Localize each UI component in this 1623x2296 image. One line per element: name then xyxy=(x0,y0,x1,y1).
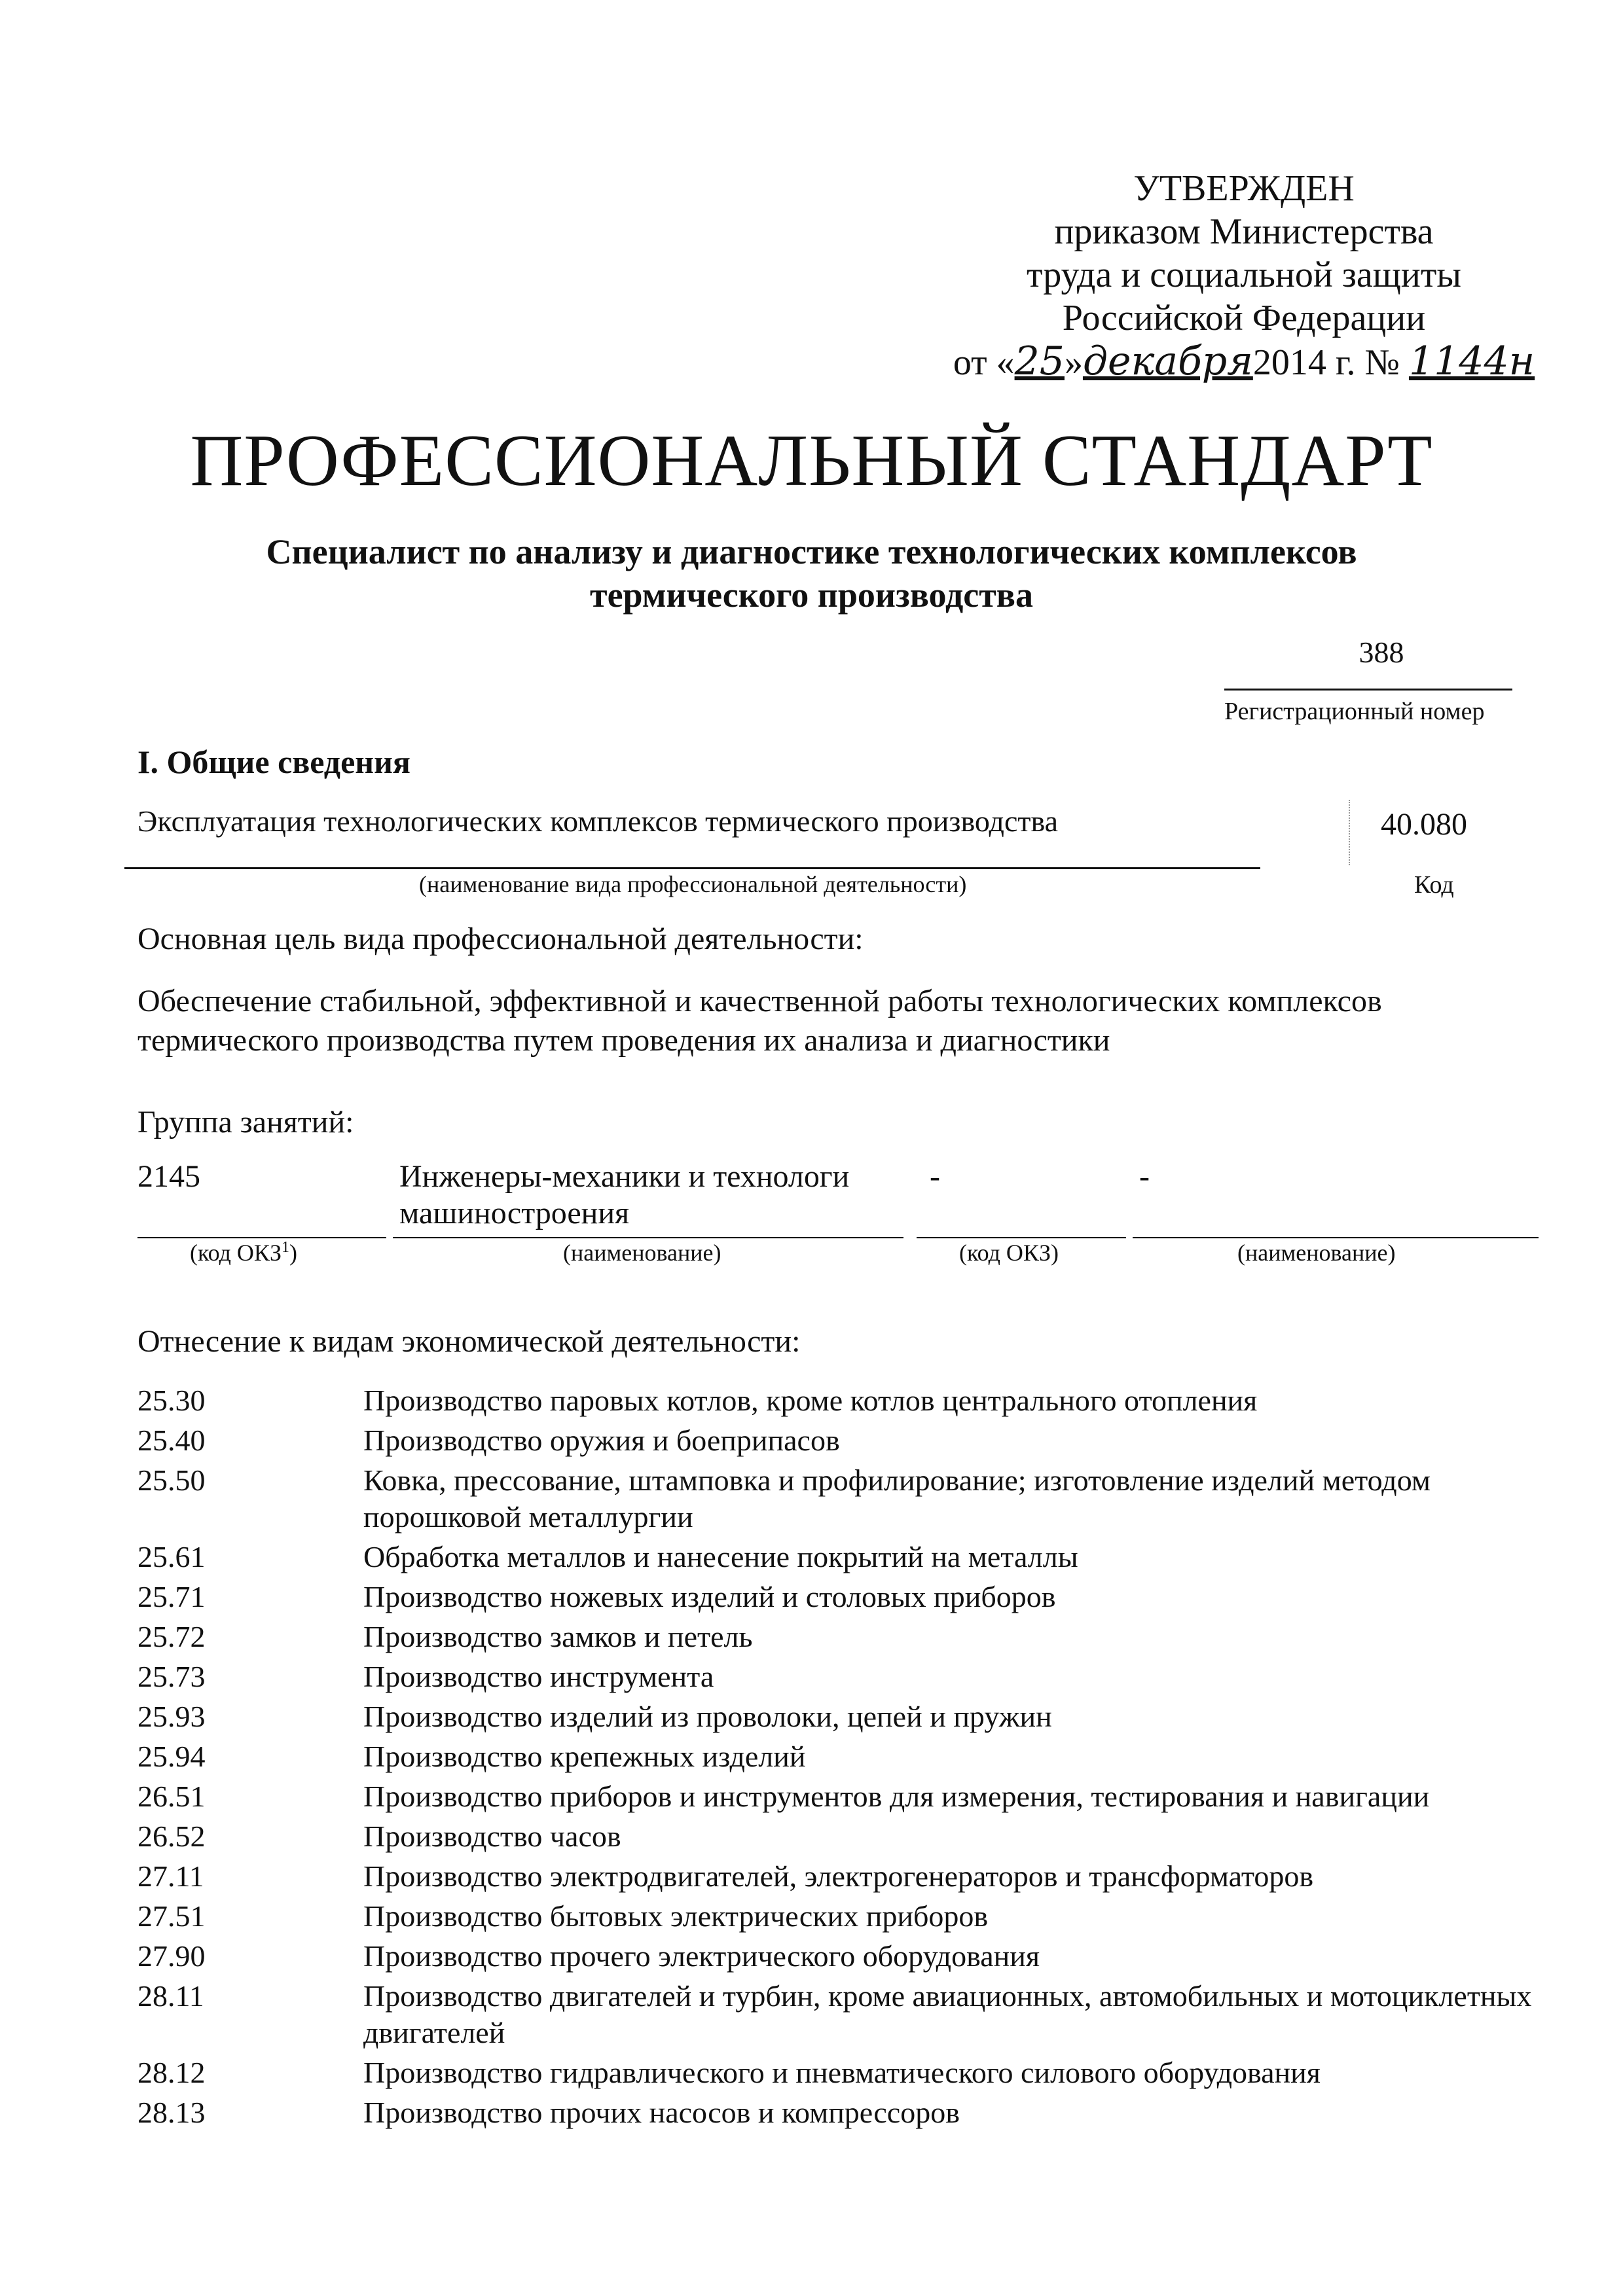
goal-heading: Основная цель вида профессиональной деятельности: xyxy=(137,922,864,956)
okved-code: 28.12 xyxy=(137,2056,206,2089)
okved-name: Производство замков и петель xyxy=(363,1620,753,1653)
okved-code: 25.30 xyxy=(137,1384,206,1417)
okved-name: Производство крепежных изделий xyxy=(363,1740,806,1773)
okved-code: 27.90 xyxy=(137,1939,206,1973)
code-box-border xyxy=(1349,800,1350,865)
okved-name: Производство ножевых изделий и столовых приборов xyxy=(363,1580,1056,1613)
occupation-code-2: - xyxy=(930,1159,940,1194)
list-item xyxy=(137,1659,1565,1695)
occupation-code: 2145 xyxy=(137,1159,200,1194)
okved-code: 25.61 xyxy=(137,1540,206,1573)
okved-name: Производство часов xyxy=(363,1820,621,1853)
list-item xyxy=(137,2054,1565,2091)
handwritten-day: 25 xyxy=(1014,338,1065,384)
okved-name: Производство приборов и инструментов для измерения, тестирования и навигации xyxy=(363,1780,1430,1813)
section-title: I. Общие сведения xyxy=(137,744,410,780)
okved-name: Производство оружия и боеприпасов xyxy=(363,1424,840,1457)
approval-line-1: УТВЕРЖДЕН xyxy=(1133,168,1355,209)
occupation-name2-line xyxy=(1133,1237,1539,1238)
okved-name: Производство паровых котлов, кроме котлов центрального отопления xyxy=(363,1384,1258,1417)
approval-line-4: Российской Федерации xyxy=(1062,298,1426,338)
okved-name: Производство гидравлического и пневматического силового оборудования xyxy=(363,2056,1321,2089)
approval-block xyxy=(917,167,1571,384)
list-item xyxy=(137,1539,1565,1575)
okved-code: 26.51 xyxy=(137,1780,206,1813)
okz-label-text: (код ОКЗ xyxy=(190,1240,282,1266)
okved-name: Производство инструмента xyxy=(363,1660,714,1693)
approval-line-2: приказом Министерства xyxy=(1054,211,1434,252)
order-year: 2014 г. № xyxy=(1252,342,1400,383)
subtitle-line-2: термического производства xyxy=(590,575,1033,615)
handwritten-order-number: 1144н xyxy=(1408,338,1535,384)
activity-name: Эксплуатация технологических комплексов термического производства xyxy=(137,804,1059,838)
okved-code: 25.72 xyxy=(137,1620,206,1653)
activity-code: 40.080 xyxy=(1381,807,1467,842)
list-item xyxy=(137,1422,1565,1459)
occupation-name: Инженеры-механики и технологи машиностроения xyxy=(399,1159,850,1230)
registration-line xyxy=(1224,689,1512,691)
list-item xyxy=(137,1382,1565,1419)
list-item xyxy=(137,1858,1565,1895)
list-item xyxy=(137,1579,1565,1615)
list-item xyxy=(137,1898,1565,1935)
registration-label: Регистрационный номер xyxy=(1224,698,1485,725)
goal-text: Обеспечение стабильной, эффективной и качественной работы технологических комплексов термического производства путем проведения их анализа и диагностики xyxy=(137,984,1382,1058)
okved-code: 25.93 xyxy=(137,1700,206,1733)
economic-list xyxy=(137,1382,1565,2134)
occupation-code2-label: (код ОКЗ) xyxy=(959,1240,1059,1266)
list-item xyxy=(137,1738,1565,1775)
occupation-heading: Группа занятий: xyxy=(137,1105,354,1139)
subtitle-line-1: Специалист по анализу и диагностике технологических комплексов xyxy=(266,532,1357,571)
registration-number: 388 xyxy=(1359,636,1404,669)
okved-name: Производство прочих насосов и компрессоров xyxy=(363,2096,960,2129)
okved-code: 25.50 xyxy=(137,1463,206,1497)
occupation-code2-line xyxy=(917,1237,1126,1238)
okved-code: 25.94 xyxy=(137,1740,206,1773)
okved-code: 25.40 xyxy=(137,1424,206,1457)
economic-heading: Отнесение к видам экономической деятельности: xyxy=(137,1324,801,1359)
activity-code-box xyxy=(1352,800,1496,865)
occupation-code-label xyxy=(190,1239,297,1266)
handwritten-month: декабря xyxy=(1082,338,1253,384)
okved-code: 27.51 xyxy=(137,1899,206,1933)
okved-code: 25.71 xyxy=(137,1580,206,1613)
list-item xyxy=(137,1938,1565,1975)
occupation-name-line xyxy=(393,1237,903,1238)
okved-name: Производство электродвигателей, электрогенераторов и трансформаторов xyxy=(363,1859,1314,1893)
okved-name: Производство изделий из проволоки, цепей и пружин xyxy=(363,1700,1052,1733)
activity-code-label: Код xyxy=(1414,871,1454,899)
okved-code: 27.11 xyxy=(137,1859,204,1893)
occupation-code-line xyxy=(137,1237,386,1238)
approval-line-3: труда и социальной защиты xyxy=(1027,255,1461,295)
activity-underline xyxy=(124,867,1260,869)
list-item xyxy=(137,1778,1565,1815)
okved-name: Производство бытовых электрических приборов xyxy=(363,1899,989,1933)
occupation-name2-label: (наименование) xyxy=(1237,1240,1396,1266)
date-prefix: от « xyxy=(953,342,1015,383)
okved-name: Производство двигателей и турбин, кроме авиационных, автомобильных и мотоциклетных двигателей xyxy=(363,1979,1532,2049)
occupation-name-label: (наименование) xyxy=(563,1240,721,1266)
okved-code: 25.73 xyxy=(137,1660,206,1693)
document-title: ПРОФЕССИОНАЛЬНЫЙ СТАНДАРТ xyxy=(190,420,1433,501)
list-item xyxy=(137,1818,1565,1855)
okved-code: 26.52 xyxy=(137,1820,206,1853)
list-item xyxy=(137,1698,1565,1735)
list-item xyxy=(137,1978,1565,2051)
okved-code: 28.13 xyxy=(137,2096,206,2129)
list-item xyxy=(137,2094,1565,2131)
occupation-name-2: - xyxy=(1139,1159,1150,1194)
document-subtitle xyxy=(0,530,1623,617)
activity-label: (наименование вида профессиональной деятельности) xyxy=(419,871,967,897)
approval-order-line xyxy=(917,340,1571,384)
okved-name: Производство прочего электрического оборудования xyxy=(363,1939,1040,1973)
day-suffix: » xyxy=(1064,342,1083,383)
okved-code: 28.11 xyxy=(137,1979,204,2013)
okz-label-end: ) xyxy=(289,1240,297,1266)
okved-name: Обработка металлов и нанесение покрытий на металлы xyxy=(363,1540,1078,1573)
okved-name: Ковка, прессование, штамповка и профилирование; изготовление изделий методом порошковой металлургии xyxy=(363,1463,1431,1534)
list-item xyxy=(137,1619,1565,1655)
okz-footnote-mark: 1 xyxy=(281,1239,289,1256)
list-item xyxy=(137,1462,1565,1535)
